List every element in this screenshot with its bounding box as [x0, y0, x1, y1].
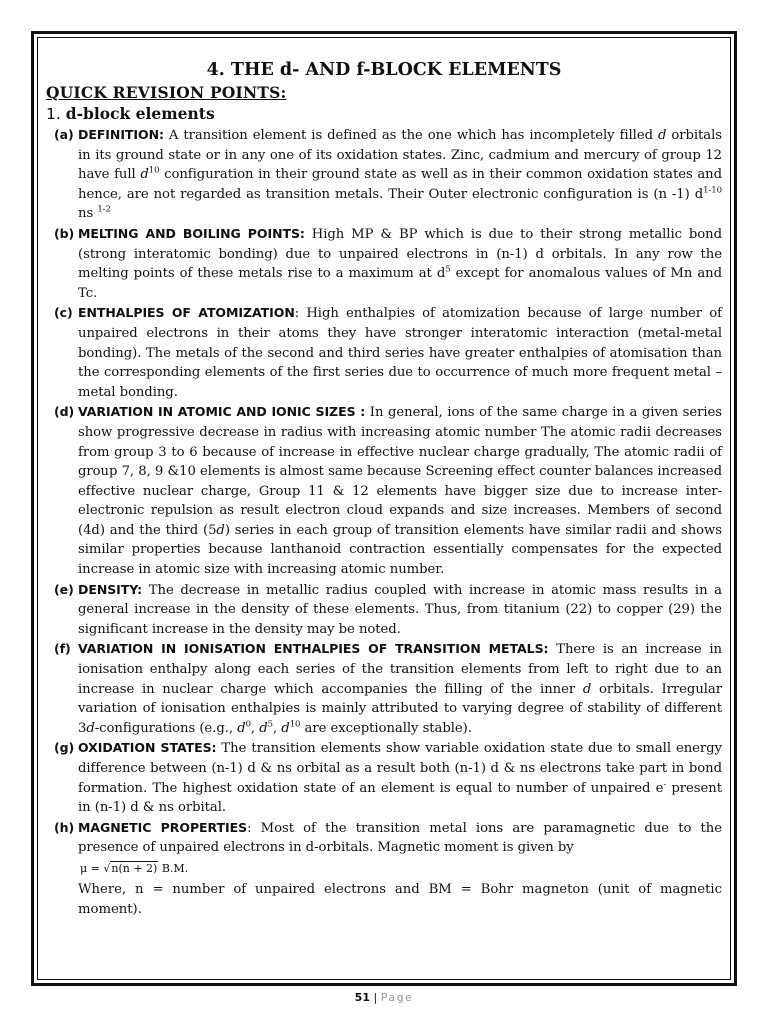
item-label: (b) [54, 225, 75, 241]
item-definition: (a) DEFINITION: A transition element is defined as the one which has incompletely filled d orbitals in its ground state or in any one of its oxidation states. Zinc, cadmium and mercury of group 12 have full $d^{10}$ configuration in their ground state as well as in their common oxidation states and hence, are not regarded as transition metals. Their Outer electronic configuration is (n -1) $d^{1-10}$ ns $^{1-2}$ [54, 127, 722, 222]
formula-explanation: Where, n = number of unpaired electrons and BM = Bohr magneton (unit of magnetic moment). [78, 881, 722, 917]
item-melting-boiling: (b) MELTING AND BOILING POINTS: High MP & BP which is due to their strong metallic bond (strong interatomic bonding) due to unpaired electrons in (n-1) d orbitals. In any row the melting points of these metals rise to a maximum at $d^5$ except for anomalous values of Mn and Tc. [54, 225, 722, 301]
item-label: (f) [54, 641, 71, 657]
item-label: (c) [54, 305, 73, 321]
page-content [46, 58, 722, 919]
page-footer [0, 991, 768, 1004]
formula-unit: B.M. [158, 861, 189, 875]
item-label: (e) [54, 581, 74, 597]
item-heading: MAGNETIC PROPERTIES [78, 819, 248, 835]
item-heading: OXIDATION STATES: [78, 740, 217, 756]
item-atomic-ionic-sizes: (d) VARIATION IN ATOMIC AND IONIC SIZES : In general, ions of the same charge in a given series show progressive decrease in radius with increasing atomic number The atomic radii decreases from group 3 to 6 because of increase in effective nuclear charge gradually, The atomic radii of group 7, 8, 9 &10 elements is almost same because Screening effect counter balances increased effective nuclear charge, Group 11 & 12 elements have bigger size due to increase inter-electronic repulsion as result electron cloud expands and size increases. Members of second (4d) and the third (5d) series in each group of transition elements have similar radii and shows similar properties because lanthanoid contraction essentially compensates for the expected increase in atomic size with increasing atomic number. [54, 404, 722, 578]
item-heading: VARIATION IN IONISATION ENTHALPIES OF TRANSITION METALS: [78, 641, 549, 657]
item-heading: DEFINITION: [78, 127, 164, 142]
chapter-title: 4. THE d- AND f-BLOCK ELEMENTS [206, 60, 562, 80]
section-number: 1. [46, 105, 61, 123]
item-density: (e) DENSITY: The decrease in metallic radius coupled with increase in atomic mass results in a general increase in the density of these elements. Thus, from titanium (22) to copper (29) the significant increase in the density may be noted. [54, 581, 722, 637]
item-heading: DENSITY: [78, 581, 143, 597]
item-oxidation-states: (g) OXIDATION STATES: The transition elements show variable oxidation state due to small energy difference between (n-1) d & ns orbital as a result both (n-1) d & ns electrons take part in bond formation. The highest oxidation state of an element is equal to number of unpaired e- present in (n-1) d & ns orbital. [54, 740, 722, 816]
item-label: (a) [54, 127, 74, 142]
formula-radicand: n(n + 2) [111, 861, 158, 875]
page-word: Page [380, 991, 414, 1004]
item-heading: ENTHALPIES OF ATOMIZATION [78, 305, 295, 321]
item-magnetic-properties: (h) MAGNETIC PROPERTIES: Most of the transition metal ions are paramagnetic due to the presence of unpaired electrons in d-orbitals. Magnetic moment is given by [54, 819, 722, 856]
sqrt-symbol: √ [103, 861, 111, 875]
section-heading [46, 103, 722, 125]
magnetic-moment-formula: μ = √n(n + 2) B.M. [80, 861, 189, 875]
footer-separator: | [369, 991, 381, 1004]
page-number: 51 [354, 991, 370, 1004]
item-enthalpies-atomization: (c) ENTHALPIES OF ATOMIZATION: High enthalpies of atomization because of large number of unpaired electrons in their atoms they have stronger interatomic interaction (metal-metal bonding). The metals of the second and third series have greater enthalpies of atomisation than the corresponding elements of the first series due to occurrence of much more frequent metal – metal bonding. [54, 305, 722, 400]
item-heading: MELTING AND BOILING POINTS: [78, 225, 305, 241]
item-label: (g) [54, 740, 75, 756]
item-label: (h) [54, 819, 75, 835]
quick-revision-heading: QUICK REVISION POINTS: [46, 83, 287, 102]
item-heading: VARIATION IN ATOMIC AND IONIC SIZES : [78, 404, 366, 420]
item-ionisation-enthalpies: (f) VARIATION IN IONISATION ENTHALPIES OF TRANSITION METALS: There is an increase in ionisation enthalpy along each series of the transition elements from left to right due to an increase in nuclear charge which accompanies the filling of the inner d orbitals. Irregular variation of ionisation enthalpies is mainly attributed to varying degree of stability of different 3d-configurations (e.g., $d^0$, $d^5$, $d^{10}$ are exceptionally stable). [54, 641, 722, 736]
section-title: d-block elements [65, 104, 215, 123]
item-label: (d) [54, 404, 75, 420]
